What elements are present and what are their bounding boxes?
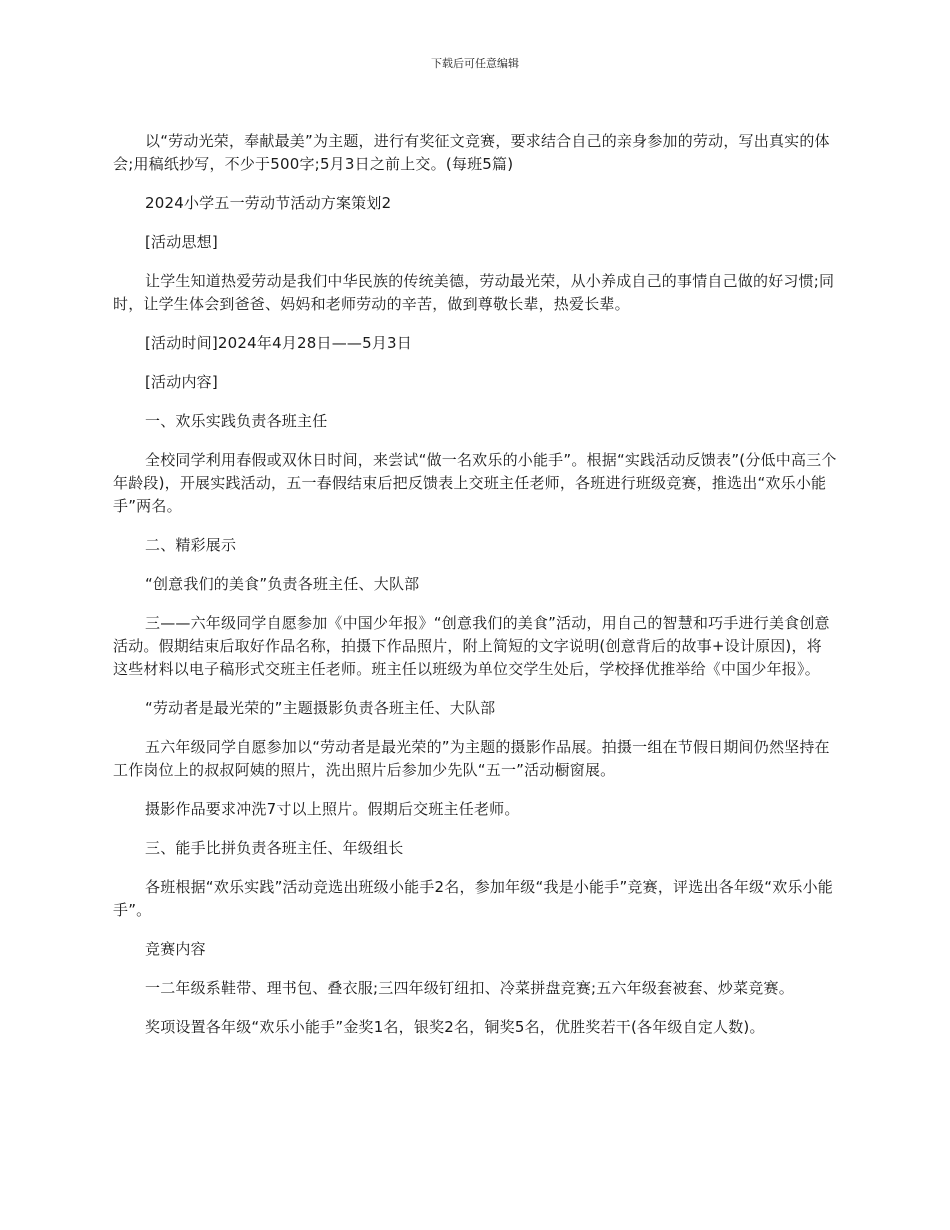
paragraph: 摄影作品要求冲洗7寸以上照片。假期后交班主任老师。	[145, 800, 520, 818]
paragraph: 一二年级系鞋带、理书包、叠衣服;三四年级钉纽扣、冷菜拼盘竞赛;五六年级套被套、炒菜竞赛。	[145, 979, 794, 997]
section-heading: [活动思想]	[145, 233, 218, 251]
section-heading: 一、欢乐实践负责各班主任	[145, 412, 328, 430]
section-heading: [活动内容]	[145, 373, 218, 391]
section-heading: [活动时间]2024年4月28日——5月3日	[145, 334, 412, 352]
paragraph: 以“劳动光荣，奉献最美”为主题，进行有奖征文竞赛，要求结合自己的亲身参加的劳动，写出真实的体会;用稿纸抄写，不少于500字;5月3日之前上交。(每班5篇)	[113, 132, 830, 173]
paragraph: 全校同学利用春假或双休日时间，来尝试“做一名欢乐的小能手”。根据“实践活动反馈表”(分低中高三个年龄段)，开展实践活动，五一春假结束后把反馈表上交班主任老师，各班进行班级竞赛，推选出“欢乐小能手”两名。	[113, 451, 837, 515]
subsection-heading: 竞赛内容	[145, 940, 206, 958]
subsection-heading: “创意我们的美食”负责各班主任、大队部	[145, 575, 420, 593]
paragraph: 让学生知道热爱劳动是我们中华民族的传统美德，劳动最光荣，从小养成自己的事情自己做的好习惯;同时，让学生体会到爸爸、妈妈和老师劳动的辛苦，做到尊敬长辈，热爱长辈。	[113, 272, 835, 313]
section-title: 2024小学五一劳动节活动方案策划2	[145, 194, 392, 212]
paragraph: 奖项设置各年级“欢乐小能手”金奖1名，银奖2名，铜奖5名，优胜奖若干(各年级自定人数)。	[145, 1018, 765, 1036]
subsection-heading: “劳动者是最光荣的”主题摄影负责各班主任、大队部	[145, 699, 496, 717]
page-header-note: 下载后可任意编辑	[431, 57, 519, 70]
section-heading: 二、精彩展示	[145, 536, 237, 554]
paragraph: 各班根据“欢乐实践”活动竞选出班级小能手2名，参加年级“我是小能手”竞赛，评选出各年级“欢乐小能手”。	[113, 878, 834, 919]
paragraph: 三——六年级同学自愿参加《中国少年报》“创意我们的美食”活动，用自己的智慧和巧手进行美食创意活动。假期结束后取好作品名称，拍摄下作品照片，附上简短的文字说明(创意背后的故事+设计原因)，将这些材料以电子稿形式交班主任老师。班主任以班级为单位交学生处后，学校择优推举给《中国少年报》。	[113, 614, 830, 678]
section-heading: 三、能手比拼负责各班主任、年级组长	[145, 839, 404, 857]
paragraph: 五六年级同学自愿参加以“劳动者是最光荣的”为主题的摄影作品展。拍摄一组在节假日期间仍然坚持在工作岗位上的叔叔阿姨的照片，洗出照片后参加少先队“五一”活动橱窗展。	[113, 738, 830, 779]
document-body	[113, 130, 837, 1055]
